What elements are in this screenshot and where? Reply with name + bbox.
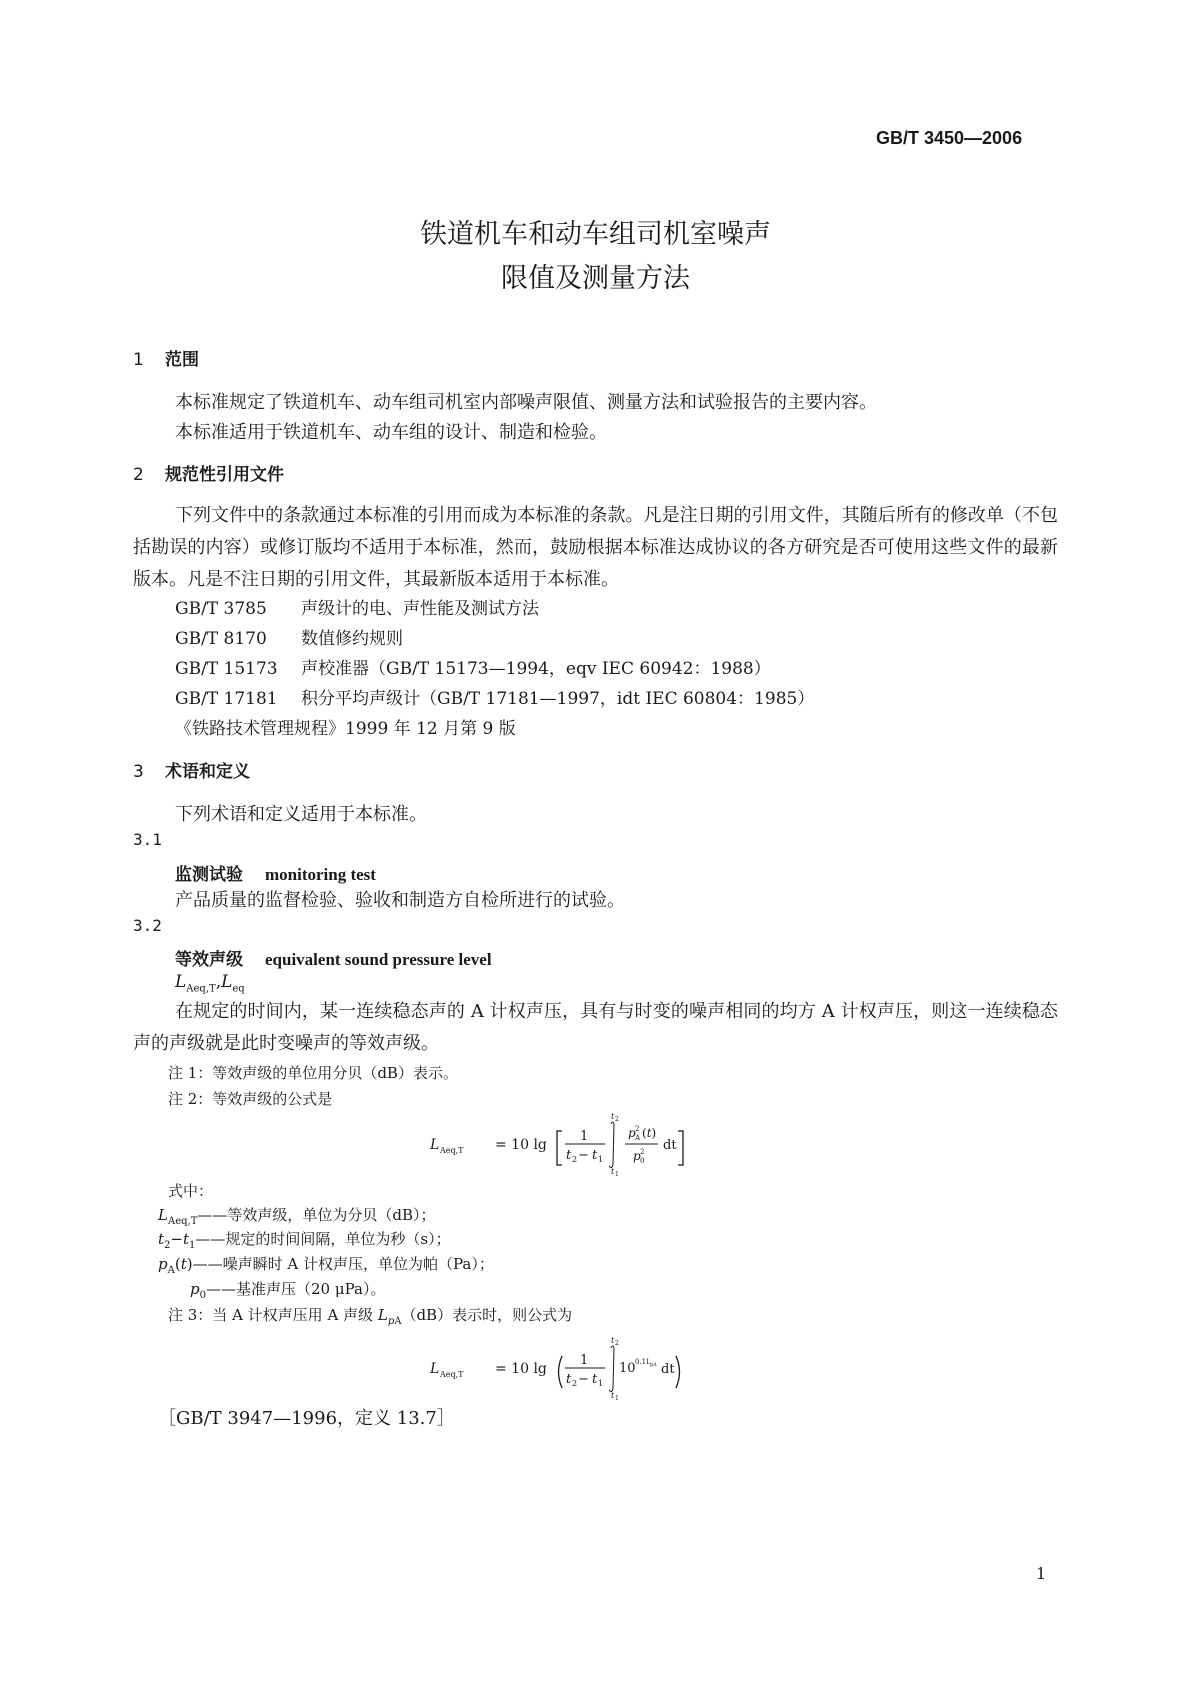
section-1-heading <box>133 345 199 370</box>
reference-item <box>175 594 539 619</box>
term-zh: 监测试验 <box>175 865 243 885</box>
svg-text:A: A <box>635 1134 641 1142</box>
svg-text:1: 1 <box>598 1379 604 1388</box>
section-title: 术语和定义 <box>165 762 250 782</box>
where-label: 式中： <box>168 1182 214 1200</box>
reference-code: GB/T 15173 <box>175 659 278 679</box>
svg-text:1: 1 <box>580 1353 589 1368</box>
section-number: 2 <box>133 465 144 485</box>
formula-a-level <box>420 1336 690 1400</box>
reference-title: 积分平均声级计（GB/T 17181—1997，idt IEC 60804：1985） <box>301 689 815 709</box>
svg-text:L: L <box>430 1361 440 1377</box>
formula-one: 1 <box>580 1129 589 1144</box>
section-title: 规范性引用文件 <box>165 465 284 485</box>
reference-code: GB/T 17181 <box>175 689 278 709</box>
section-number: 3 <box>133 762 144 782</box>
scope-paragraph-2: 本标准适用于铁道机车、动车组的设计、制造和检验。 <box>175 422 607 443</box>
svg-text:dt: dt <box>661 1362 675 1377</box>
section-title: 范围 <box>165 350 199 370</box>
variable-line: $p_0——$基准声压（20 μPa）。 <box>190 1280 386 1301</box>
reference-title: 声级计的电、声性能及测试方法 <box>301 599 539 619</box>
standard-number: GB/T 3450—2006 <box>876 128 1023 148</box>
svg-text:t: t <box>611 1112 615 1121</box>
svg-text:2: 2 <box>572 1379 578 1388</box>
document-title-line1: 铁道机车和动车组司机室噪声 <box>420 219 771 250</box>
svg-text:1: 1 <box>615 1395 619 1402</box>
reference-code: GB/T 3785 <box>175 599 267 619</box>
term-source: ［GB/T 3947—1996，定义 13.7］ <box>158 1408 455 1429</box>
variable-line: $p_A(t)——$噪声瞬时 A 计权声压，单位为帕（Pa）； <box>158 1255 494 1276</box>
svg-text:2: 2 <box>615 1340 619 1347</box>
svg-text:p: p <box>628 1126 636 1140</box>
variable-line: $t_2-t_1——$规定的时间间隔，单位为秒（s）； <box>158 1230 451 1251</box>
note-3: 注 3：当 A 计权声压用 A 声级 $L_{pA}(dB)$表示时，则公式为 <box>168 1306 573 1327</box>
note-2: 注 2：等效声级的公式是 <box>168 1090 333 1108</box>
formula-equivalent-level <box>420 1112 690 1176</box>
term-en: monitoring test <box>265 865 376 884</box>
formula-lhs: L <box>430 1137 440 1153</box>
svg-text:2: 2 <box>640 1148 645 1156</box>
svg-text:p: p <box>633 1149 641 1163</box>
svg-text:1: 1 <box>598 1155 604 1164</box>
svg-text:t: t <box>611 1391 615 1400</box>
svg-text:2: 2 <box>635 1125 640 1133</box>
term-symbol: $L_{Aeq,T},L_{eq}$ <box>175 972 245 995</box>
note-1: 注 1：等效声级的单位用分贝（dB）表示。 <box>168 1064 458 1082</box>
svg-text:1: 1 <box>615 1171 619 1178</box>
formula-exp-power: 0.1L <box>635 1358 651 1366</box>
reference-title: 声校准器（GB/T 15173—1994，eqv IEC 60942：1988） <box>301 659 771 679</box>
svg-text:t: t <box>592 1372 598 1387</box>
svg-text:−: − <box>578 1372 589 1387</box>
formula-dt: dt <box>663 1138 677 1153</box>
svg-text:2: 2 <box>572 1155 578 1164</box>
reference-code: GB/T 8170 <box>175 629 267 649</box>
scope-paragraph-1: 本标准规定了铁道机车、动车组司机室内部噪声限值、测量方法和试验报告的主要内容。 <box>175 392 877 413</box>
svg-text:pA: pA <box>650 1362 657 1368</box>
term-heading <box>175 945 492 970</box>
section-number: 1 <box>133 350 144 370</box>
reference-title: 数值修约规则 <box>301 629 403 649</box>
term-definition: 产品质量的监督检验、验收和制造方自检所进行的试验。 <box>175 890 625 911</box>
page-number: 1 <box>1036 1564 1047 1583</box>
svg-text:−: − <box>578 1148 589 1163</box>
svg-text:2: 2 <box>615 1116 619 1123</box>
formula-t1: t <box>592 1148 598 1163</box>
term-number: 3.2 <box>133 916 162 935</box>
svg-text:t: t <box>611 1336 615 1345</box>
svg-text:= 10 lg: = 10 lg <box>495 1361 547 1377</box>
document-title-line2: 限值及测量方法 <box>501 263 690 294</box>
formula-lhs-sub: Aeq,T <box>440 1146 464 1155</box>
formula-eq: = 10 lg <box>495 1137 547 1153</box>
term-number: 3.1 <box>133 830 162 849</box>
terms-intro: 下列术语和定义适用于本标准。 <box>175 804 427 825</box>
svg-text:Aeq,T: Aeq,T <box>440 1370 464 1379</box>
reference-rulebook: 《铁路技术管理规程》1999 年 12 月第 9 版 <box>175 719 516 739</box>
reference-item <box>175 654 771 679</box>
variable-line: $L_{Aeq,T}——$等效声级，单位为分贝（dB）； <box>158 1206 436 1227</box>
normative-references-intro: 下列文件中的条款通过本标准的引用而成为本标准的条款。凡是注日期的引用文件，其随后所有的修改单（不包括勘误的内容）或修订版均不适用于本标准，然而，鼓励根据本标准达成协议的各方研究是否可使用这些文件的最新版本。凡是不注日期的引用文件，其最新版本适用于本标准。 <box>133 505 1058 590</box>
svg-text:t: t <box>566 1372 572 1387</box>
svg-text:0: 0 <box>640 1157 645 1165</box>
section-3-heading <box>133 757 250 782</box>
svg-text:(t): (t) <box>642 1126 657 1140</box>
term-en: equivalent sound pressure level <box>265 950 492 969</box>
formula-exp-base: 10 <box>619 1361 636 1376</box>
term-definition: 在规定的时间内，某一连续稳态声的 A 计权声压，具有与时变的噪声相同的均方 A 计权声压，则这一连续稳态声的声级就是此时变噪声的等效声级。 <box>133 1001 1058 1054</box>
term-zh: 等效声级 <box>175 950 243 970</box>
section-2-heading <box>133 460 284 485</box>
reference-item <box>175 684 814 709</box>
reference-item <box>175 624 403 649</box>
formula-t2: t <box>566 1148 572 1163</box>
svg-text:t: t <box>611 1167 615 1176</box>
term-heading <box>175 860 376 885</box>
